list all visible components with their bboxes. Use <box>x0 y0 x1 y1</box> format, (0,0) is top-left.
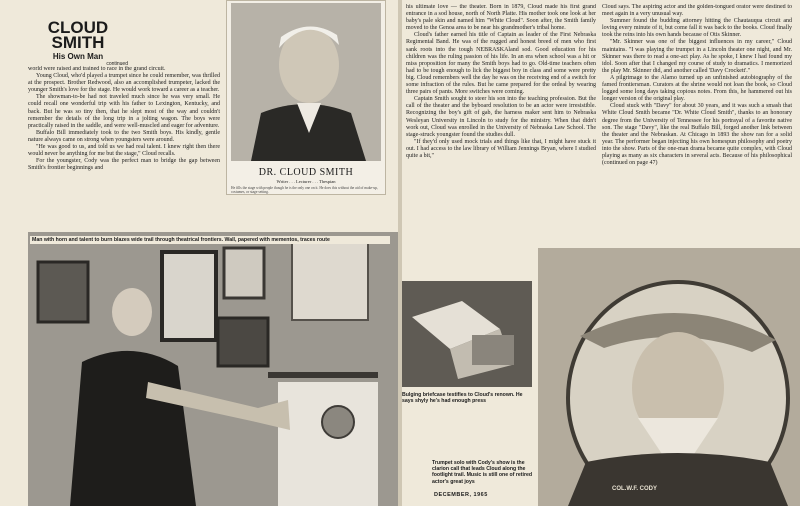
left-page <box>0 0 398 506</box>
left-text-column <box>28 66 220 232</box>
cody-sign: COL.W.F. CODY <box>612 486 657 492</box>
trumpet-caption: Trumpet solo with Cody's show is the clarion call that leads Cloud along the footlight trail. Music is still one of retired actor's great joys <box>432 460 533 485</box>
paragraph: A pilgrimage to the Alamo turned up an unfinished autobiography of the famed frontiersman. Curators at the shrine would not loan the book, so Cloud logged some long days taking copious notes. From this, he hammered out his longer version of the original play. <box>602 74 792 103</box>
right-text-column <box>602 4 792 244</box>
paragraph: For the youngster, Cody was the perfect man to bridge the gap between Smith's frontier beginnings and <box>28 158 220 172</box>
trumpet-photo <box>28 232 398 506</box>
title-line-2: SMITH <box>51 33 105 52</box>
paragraph: "He was good to us, and told us we had real talent. I knew right then there would never be anything for me but the stage," Cloud recalls. <box>28 144 220 158</box>
paragraph: Cloud's father earned his title of Captain as leader of the First Nebraska Regimental Band. He was of the rugged and honest breed of men who first sank roots into the tough NEBRASKAland sod. Good education for his children was the ruling passion of his life. In an era when school was a hit or miss proposition for many the Smith boys had to go. Old-time teachers often had to be tough enough to lick the biggest boy in class and some were pretty big. Cloud remembers well the day he was on the receiving end of a switch for some infraction of the rules. But he came prepared for the ordeal by wearing three pairs of pants. More switches were coming. <box>406 32 596 96</box>
paragraph: "If they'd only used mock trials and things like that, I might have stuck it out. I had access to the law library of William Jennings Bryan, where I studied quite a bit," <box>406 138 596 159</box>
buffalo-bill-photo <box>538 248 800 506</box>
paragraph: "Mr. Skinner was one of the biggest influences in my career," Cloud maintains. "I was playing the trumpet in a Lincoln theater one night, and Mr. Skinner was there to read a one-act play. As he spoke, I knew I had found my idol. Soon after that I changed my course of study to dramatics. I memorized the play Mr. Skinner did, and another called 'Davy Crockett'." <box>602 39 792 74</box>
folio-date: DECEMBER, 1965 <box>434 492 488 498</box>
portrait-note: He fills the stage with people though he is the only one on it. He does this without the aid of make-up, costumes, or stage setting. <box>231 186 378 194</box>
title-line-1: CLOUD <box>47 18 109 37</box>
paragraph: The showman-to-be had not traveled much since he was very small. He could recall one wonderful trip with his father to Lexington, Kentucky, and back. But he was so tiny then, that he slept most of the way and couldn't remember the details of the long trip in a jolting wagon. The boys were practically raised in the saddle, and were well-muscled and eager for adventure. <box>28 94 220 129</box>
paragraph: world were raised and trained to race in the grand circuit. <box>28 66 166 72</box>
middle-text-column <box>406 4 596 240</box>
paragraph: Captain Smith sought to steer his son into the teaching profession. But the call of the theater and the byboard resolution to be an actor were irresistible. Recognizing the boy's gift of gab, the harness maker sent him to Nebraska Wesleyan University in Lincoln to study for the ministry. When that didn't work out, Cloud was enrolled in the University of Nebraska Law School. The stage-struck youngster found the studies dull. <box>406 96 596 138</box>
paragraph: Cloud says. The aspiring actor and the golden-tongued orator were destined to meet again in a very unusual way. <box>602 4 792 18</box>
continued-label: continued <box>106 61 128 67</box>
briefcase-photo <box>402 281 532 387</box>
article-title-block <box>28 20 128 67</box>
article-subtitle: His Own Man <box>52 52 104 61</box>
briefcase-caption: Bulging briefcase testifies to Cloud's renown. He says shyly he's had enough press <box>402 392 523 405</box>
paragraph: Cloud stuck with "Davy" for about 30 years, and it was such a smash that White Cloud Smith became "Dr. White Cloud Smith", thanks to an honorary degree from the University of Tennessee for his portrayal of a favorite native son. The stage "Davy", like the real Buffalo Bill, forged another link between the theater and the Nebraskan. At Chicago in 1893 the show ran for a solid year. The performer began injecting his own homespun philosophy and poetry into the show. Parts of the one-man drama became quite complex, with Cloud playing as many as six characters in several acts. Because of his philosophical (continued on page 47) <box>602 103 792 167</box>
paragraph: Young Cloud, who'd played a trumpet since he could remember, was thrilled at the prospect. Brother Redwood, also an accomplished trumpeter, lacked the younger Smith's love for the stage. He would work toward a career as a teacher. <box>28 73 220 94</box>
portrait-photo <box>231 3 381 161</box>
portrait-name: DR. CLOUD SMITH <box>258 167 354 178</box>
portrait-roles: Writer . . . Lecturer . . . Thespian <box>276 179 336 184</box>
paragraph: his ultimate love — the theater. Born in 1879, Cloud made his first grand entrance in a sod house, north of North Platte. His mother took one look at her baby's pale skin and named him "White Cloud". Soon after, the Smith family moved to the Genoa area to be near his grandmother's tribal home. <box>406 4 596 32</box>
paragraph: Summer found the budding attorney hitting the Chautauqua circuit and loving every minute of it, but come fall it was back to the books. Cloud finally took the reins into his own hands because of Otis Skinner. <box>602 18 792 39</box>
photo-strip-caption: Man with horn and talent to burn blazes wide trail through theatrical frontiers. Wall, papered with mementos, traces route <box>30 236 390 244</box>
right-page <box>402 0 800 506</box>
portrait-card <box>226 0 386 195</box>
paragraph: Buffalo Bill immediately took to the two Smith boys. His kindly, gentle nature always came on strong when youngsters were around. <box>28 129 220 143</box>
